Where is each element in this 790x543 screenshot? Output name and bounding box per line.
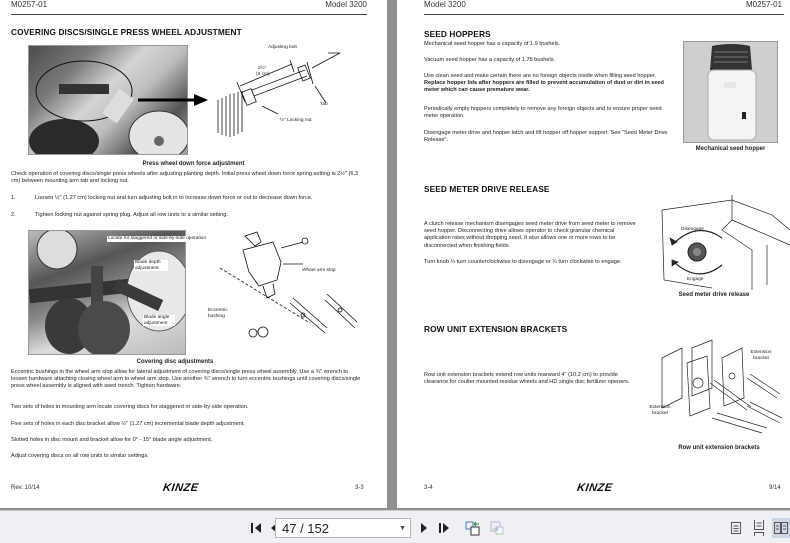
label-eccentric-bushing: Eccentric bushing — [208, 308, 228, 319]
figure2-caption: Covering disc adjustments — [136, 359, 214, 365]
continuous-page-icon — [753, 520, 765, 536]
page-header-doc-id: M0257-01 — [745, 0, 782, 9]
arrow-icon — [138, 93, 208, 107]
page-header-model: Model 3200 — [424, 0, 466, 9]
body-paragraph: Eccentric bushings in the wheel arm stop allow for lateral adjustment of covering discs/single press wheel assembly. Use a ¾" wrench to loosen hardware attaching closing wheel arm to wheel arm stop. Use another ¾" wrench to turn eccentric bushings until covering discs/single press wheel assembly is aligned with seed trench. Tighten hardware. — [11, 369, 361, 390]
first-page-icon — [250, 522, 264, 534]
single-page-view-button[interactable] — [727, 518, 745, 538]
header-rule — [11, 14, 367, 15]
page-number-value: 47 / 152 — [282, 520, 329, 536]
step-text: Loosen ½" (1.27 cm) locking nut and turn adjusting bolt in to increase down force or out to decrease down force. — [35, 195, 313, 201]
navigation-toolbar — [0, 510, 790, 543]
seed-hoppers-p1: Mechanical seed hopper has a capacity of 1.9 bushels. — [424, 41, 561, 47]
seed-hopper-caption: Mechanical seed hopper — [695, 146, 766, 152]
body-paragraph: Five sets of holes in each disc bracket allow ½" (1.27 cm) incremental blade depth adjustment. — [11, 421, 245, 427]
continuous-view-button[interactable] — [750, 518, 768, 538]
figure1-caption: Press wheel down force adjustment — [142, 161, 245, 167]
footer-page-number: 3-4 — [424, 485, 433, 491]
label-locking-nut: ½" Locking nut — [280, 118, 312, 123]
covering-disc-photo — [28, 230, 186, 355]
label-locate: Locate for staggered or side-by-side operation — [108, 236, 207, 241]
label-dimension-metric: (6 cm) — [256, 72, 270, 77]
kinze-logo: KINZE — [162, 482, 200, 494]
footer-page-number: 3-3 — [355, 485, 364, 491]
intro-paragraph: Check operation of covering discs/single press wheels after adjusting planting depth. Initial press wheel down force spring setting is 2½" (6.3 cm) between mounting arm tab and locking nut. — [11, 171, 359, 185]
last-page-button[interactable] — [436, 519, 454, 537]
label-tab: Tab — [320, 102, 328, 107]
step-number: 2. — [11, 212, 16, 218]
label-disengage: Disengage — [681, 227, 704, 232]
seed-hoppers-p2: Vacuum seed hopper has a capacity of 1.75 bushels. — [424, 57, 556, 63]
seed-meter-p1: A clutch release mechanism disengages seed meter drive from seed meter to remove seed hopper. Disconnecting drive allows operator to check granular chemical application rates without dropping seed. It also allows one or more rows to be disconnected when finishing fields. — [424, 221, 636, 249]
label-extension-bracket-top: Extension bracket — [750, 350, 772, 361]
next-page-button[interactable] — [418, 519, 430, 537]
step-number: 1. — [11, 195, 16, 201]
seed-meter-p2: Turn knob ¼ turn counterclockwise to disengage or ¼ turn clockwise to engage. — [424, 259, 622, 265]
page-right — [397, 0, 790, 508]
body-paragraph: Slotted holes in disc mount and bracket allow for 0° - 15° blade angle adjustment. — [11, 437, 213, 443]
previous-view-icon — [465, 520, 481, 536]
label-blade-angle: Blade angle adjustment — [143, 315, 175, 326]
two-page-view-button[interactable] — [772, 518, 790, 538]
next-view-icon — [489, 520, 505, 536]
step-text: Tighten locking nut against spring plug. Adjust all row units to a similar setting. — [35, 212, 228, 218]
label-adjusting-bolt: Adjusting bolt — [268, 45, 297, 50]
seed-meter-caption: Seed meter drive release — [678, 292, 750, 298]
next-view-button[interactable] — [488, 519, 506, 537]
body-paragraph: Adjust covering discs on all row units to similar settings. — [11, 453, 149, 459]
two-page-icon — [774, 521, 788, 535]
page-dropdown-icon[interactable]: ▼ — [399, 525, 406, 532]
seed-meter-diagram — [652, 190, 790, 290]
label-engage: Engage — [687, 277, 704, 282]
seed-hopper-photo — [683, 41, 778, 143]
extension-title: ROW UNIT EXTENSION BRACKETS — [424, 324, 568, 334]
previous-view-button[interactable] — [464, 519, 482, 537]
next-page-icon — [419, 522, 429, 534]
label-wheel-arm-stop: Wheel arm stop — [302, 268, 336, 273]
last-page-icon — [438, 522, 452, 534]
page-header-model: Model 3200 — [325, 0, 367, 9]
kinze-logo: KINZE — [576, 482, 614, 494]
header-rule — [424, 14, 784, 15]
page-header-doc-id: M0257-01 — [11, 0, 48, 9]
first-page-button[interactable] — [248, 519, 266, 537]
single-page-icon — [730, 521, 742, 535]
page-number-input[interactable] — [275, 518, 411, 538]
label-blade-depth: Blade depth adjustment — [134, 260, 168, 271]
extension-p1: Row unit extension brackets extend row units rearward 4" (10.2 cm) to provide clearance for coulter mounted residue wheels and HD single disc fertilizer openers. — [424, 372, 630, 386]
body-paragraph: Two sets of holes in mounting arm locate covering discs for staggered or side-by-side operation. — [11, 404, 249, 410]
seed-hoppers-title: SEED HOPPERS — [424, 29, 491, 39]
seed-hoppers-p5: Disengage meter drive and hopper latch and lift hopper off hopper support. See "Seed Meter Drive Release". — [424, 130, 668, 144]
section-title: COVERING DISCS/SINGLE PRESS WHEEL ADJUSTMENT — [11, 27, 242, 37]
wheel-arm-stop-diagram — [215, 228, 365, 353]
footer-revision: 9/14 — [769, 485, 781, 491]
adjusting-bolt-diagram — [210, 48, 360, 138]
extension-caption: Row unit extension brackets — [678, 445, 760, 451]
footer-revision: Rev. 10/14 — [11, 485, 40, 491]
label-extension-bracket-bottom: Extension bracket — [649, 405, 671, 416]
label-dimension: 2½" — [258, 66, 267, 71]
page-left — [0, 0, 387, 508]
seed-meter-title: SEED METER DRIVE RELEASE — [424, 184, 550, 194]
seed-hoppers-p3: Use clean seed and make certain there are no foreign objects inside when filling seed hopper. Replace hopper lids after hoppers are filled to prevent accumulation of dust or dirt in seed meter which can cause premature wear. — [424, 73, 664, 94]
seed-hoppers-p4: Periodically empty hoppers completely to remove any foreign objects and to ensure proper seed meter operation. — [424, 106, 662, 120]
